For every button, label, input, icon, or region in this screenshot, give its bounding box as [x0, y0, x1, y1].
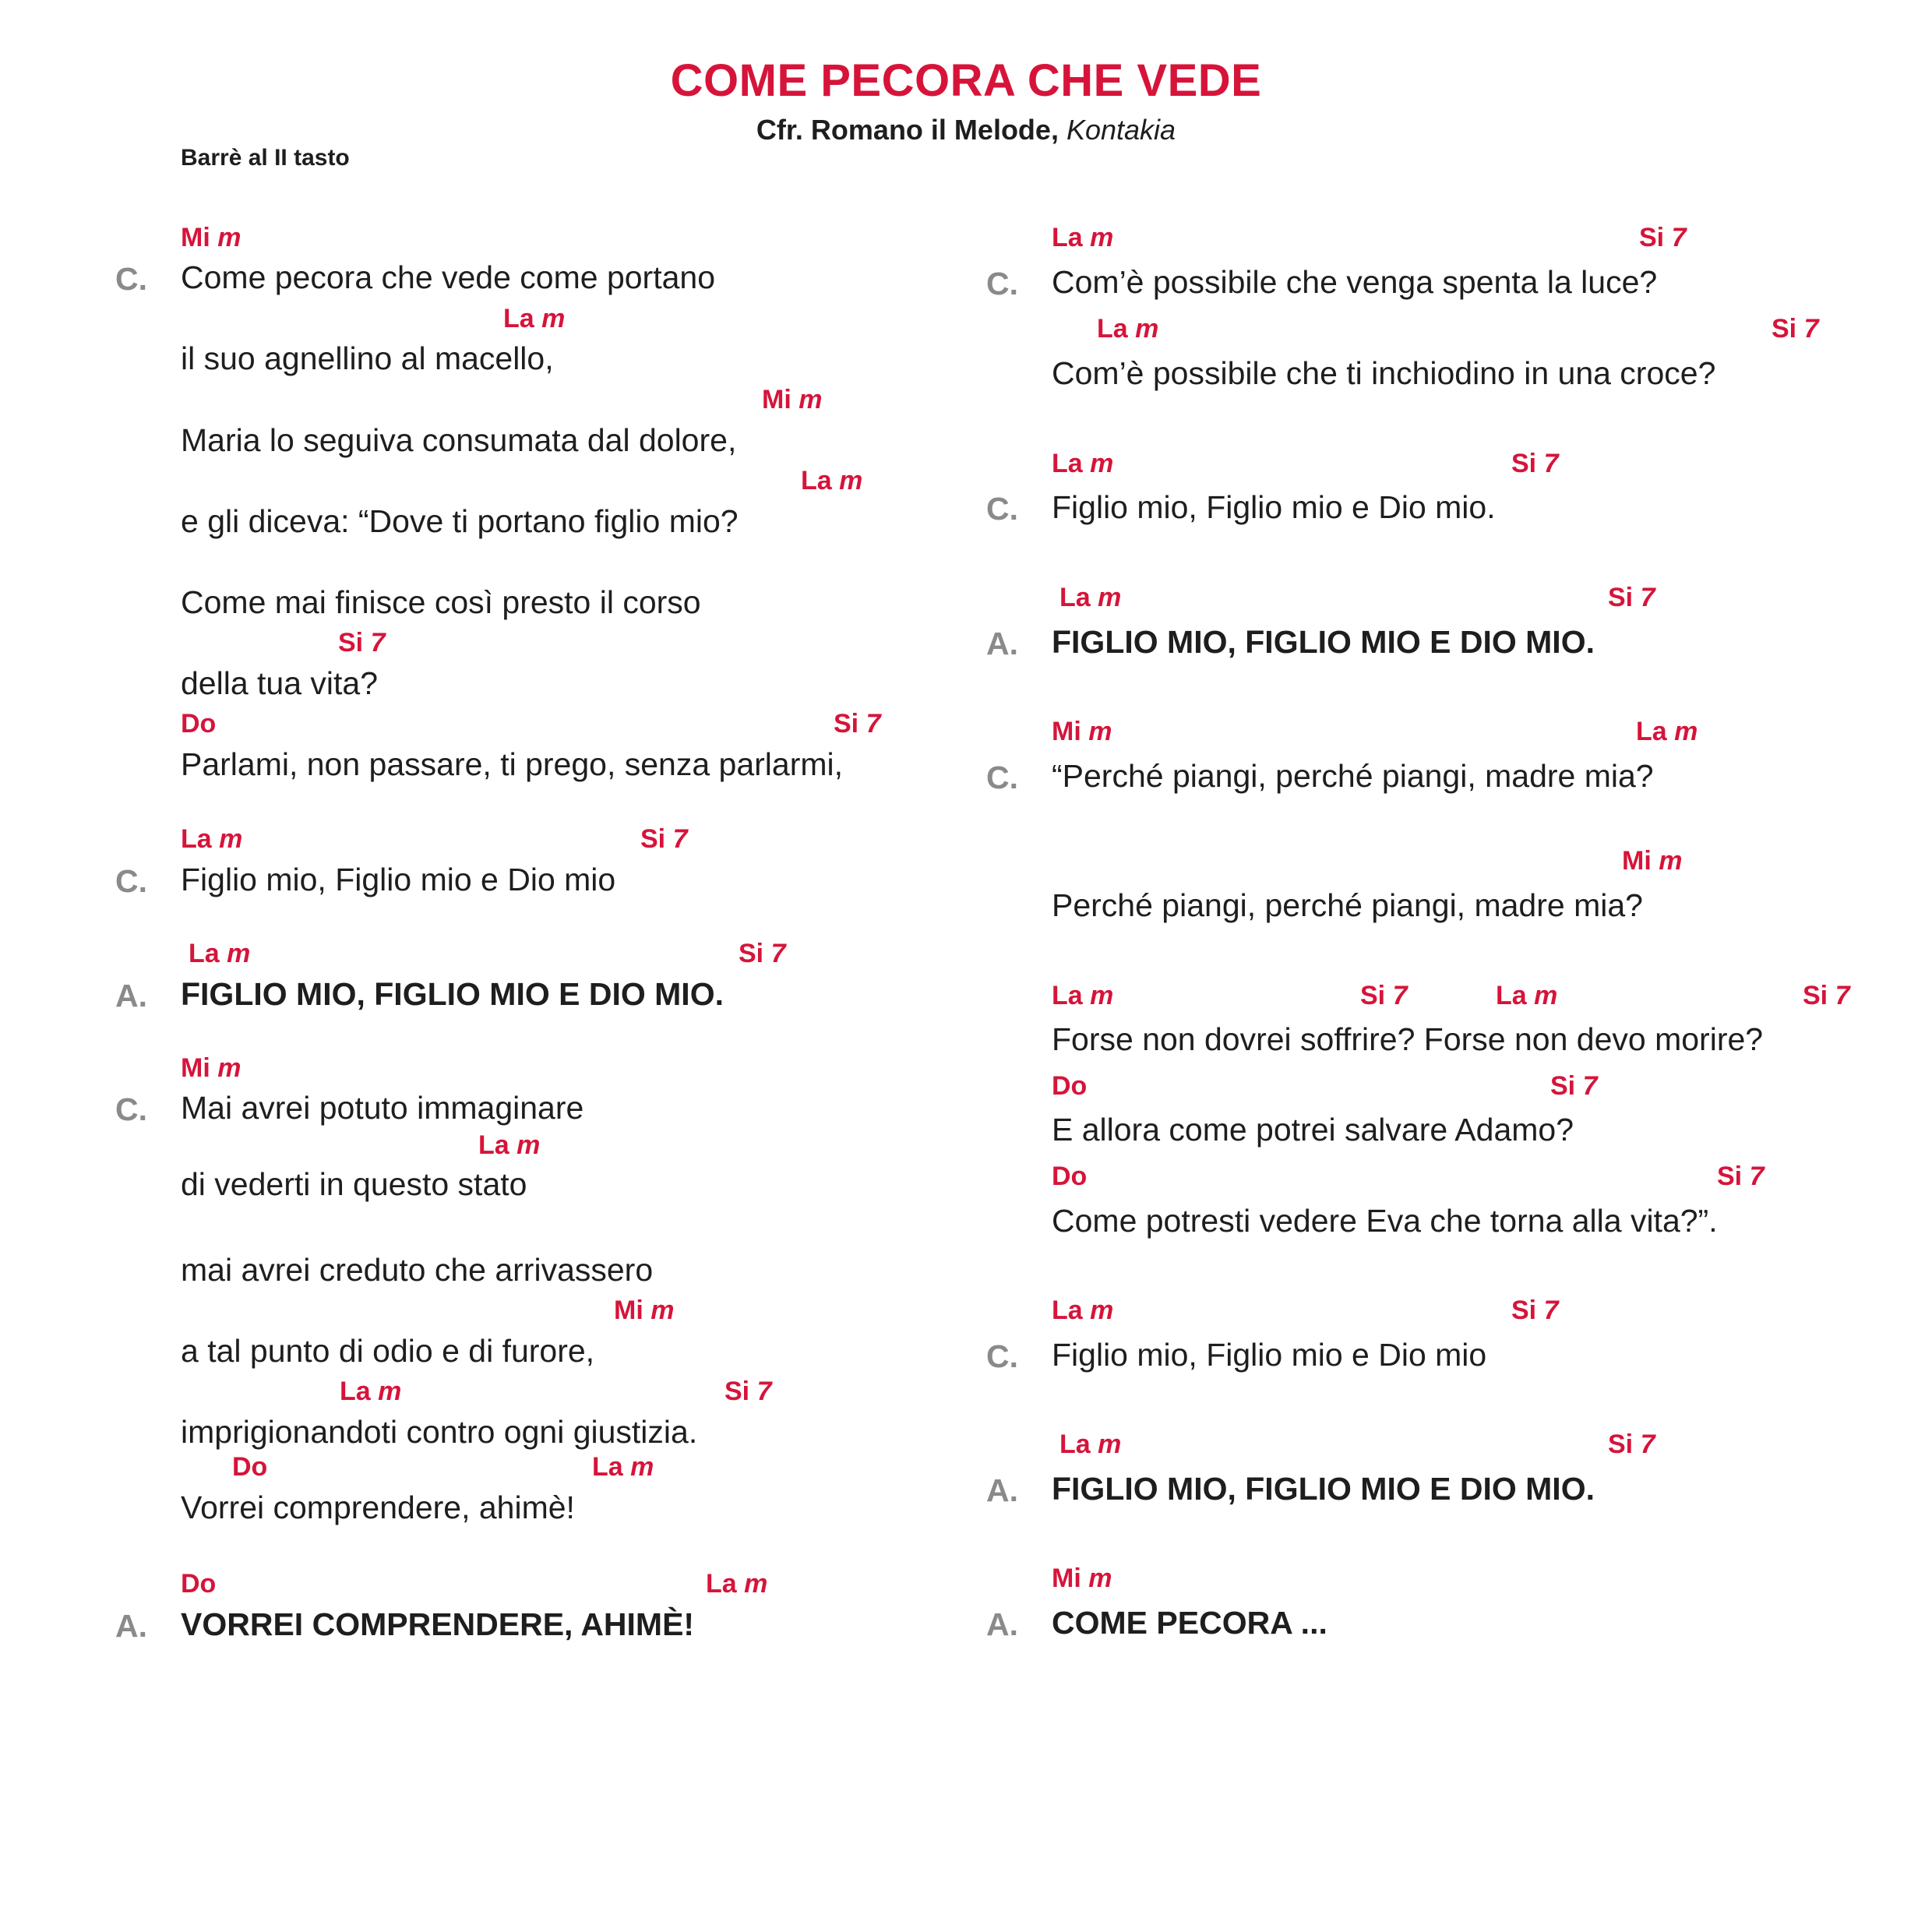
lyric-line: Forse non dovrei soffrire? Forse non devo morire? — [1052, 1021, 1764, 1057]
lyric-line: Parlami, non passare, ti prego, senza parlarmi, — [181, 746, 844, 782]
chord-root: Do — [181, 1569, 217, 1599]
chord-quality: m — [799, 385, 823, 414]
chord-root: La — [181, 824, 212, 854]
chord-root: Mi — [1052, 1564, 1081, 1593]
chord-root: La — [1052, 1296, 1083, 1325]
chord-root: Si — [1717, 1162, 1743, 1191]
chord-label — [1052, 718, 1112, 745]
chord-quality: m — [1098, 583, 1122, 612]
lyric-line: Maria lo seguiva consumata dal dolore, — [181, 422, 737, 458]
chord-root: Si — [1639, 223, 1665, 252]
chord-root: La — [1097, 314, 1128, 344]
chord-quality: m — [217, 223, 242, 252]
chord-label — [1059, 1431, 1121, 1458]
lyric-line: Com’è possibile che venga spenta la luce? — [1052, 264, 1658, 300]
chord-quality: 7 — [1543, 1296, 1559, 1325]
chord-root: Si — [1608, 1430, 1634, 1459]
role-marker: C. — [986, 491, 1018, 527]
chord-quality: 7 — [866, 709, 881, 739]
chord-quality: 7 — [1803, 314, 1819, 344]
chord-root: Mi — [1052, 717, 1081, 746]
role-marker: C. — [986, 266, 1018, 301]
chord-root: Si — [724, 1377, 750, 1406]
lyric-line: Vorrei comprendere, ahimè! — [181, 1490, 575, 1525]
chord-root: La — [340, 1377, 371, 1406]
chord-quality: 7 — [1640, 1430, 1655, 1459]
lyric-line: Com’è possibile che ti inchiodino in una croce? — [1052, 355, 1716, 391]
chord-quality: m — [1135, 314, 1159, 344]
lyric-line: di vederti in questo stato — [181, 1166, 527, 1202]
chord-label — [1052, 982, 1113, 1009]
chord-quality: m — [650, 1296, 675, 1325]
lyric-line: Figlio mio, Figlio mio e Dio mio. — [1052, 489, 1496, 525]
lyric-line: Come potresti vedere Eva che torna alla vita?”. — [1052, 1203, 1718, 1239]
chord-quality: 7 — [1640, 583, 1655, 612]
lyric-line: Come pecora che vede come portano — [181, 259, 716, 295]
chord-root: Si — [1803, 981, 1828, 1010]
chord-quality: m — [630, 1452, 654, 1482]
chord-root: Do — [1052, 1071, 1088, 1101]
chord-label — [1097, 316, 1158, 342]
chord-quality: m — [541, 304, 566, 333]
chord-label — [1360, 982, 1408, 1009]
chord-root: Si — [1511, 1296, 1537, 1325]
chord-quality: 7 — [1749, 1162, 1765, 1191]
chord-label — [1052, 1565, 1112, 1592]
chord-quality: m — [1534, 981, 1558, 1010]
chord-label — [232, 1454, 267, 1480]
lyric-line: FIGLIO MIO, FIGLIO MIO E DIO MIO. — [1052, 1471, 1595, 1507]
chord-root: La — [706, 1569, 737, 1599]
chord-quality: m — [1674, 717, 1698, 746]
chord-label — [762, 386, 822, 413]
lyric-line: della tua vita? — [181, 665, 379, 701]
song-source — [0, 114, 1932, 146]
chord-root: Do — [1052, 1162, 1088, 1191]
chord-label — [181, 1055, 241, 1081]
chord-quality: m — [227, 939, 251, 968]
chord-root: La — [189, 939, 220, 968]
chord-label — [739, 940, 786, 967]
chord-quality: m — [219, 824, 243, 854]
chord-quality: m — [1088, 717, 1112, 746]
chord-label — [1496, 982, 1557, 1009]
chord-root: La — [801, 466, 832, 495]
lyric-line: Mai avrei potuto immaginare — [181, 1090, 584, 1126]
chord-label — [1511, 450, 1559, 477]
chord-label — [1639, 224, 1687, 251]
lyric-line: Figlio mio, Figlio mio e Dio mio — [181, 862, 616, 897]
chord-label — [340, 1378, 401, 1405]
chord-quality: 7 — [1392, 981, 1408, 1010]
chord-quality: 7 — [1671, 223, 1687, 252]
chord-root: Do — [181, 709, 217, 739]
role-marker: C. — [986, 1338, 1018, 1374]
chord-root: Si — [1360, 981, 1386, 1010]
source-work: Kontakia — [1066, 114, 1176, 146]
lyric-line: E allora come potrei salvare Adamo? — [1052, 1112, 1574, 1148]
source-author: Cfr. Romano il Melode, — [756, 114, 1059, 146]
chord-root: Si — [1772, 314, 1797, 344]
chord-root: Si — [834, 709, 859, 739]
chord-root: Mi — [181, 1053, 210, 1083]
role-marker: C. — [115, 863, 147, 899]
lyric-line: FIGLIO MIO, FIGLIO MIO E DIO MIO. — [1052, 624, 1595, 660]
chord-label — [1608, 584, 1655, 611]
role-marker: A. — [115, 1608, 147, 1644]
chord-label — [1511, 1297, 1559, 1324]
chord-root: Do — [232, 1452, 268, 1482]
chord-label — [592, 1454, 654, 1480]
lyric-line: “Perché piangi, perché piangi, madre mia? — [1052, 758, 1654, 794]
role-marker: C. — [115, 1091, 147, 1127]
role-marker: A. — [986, 1606, 1018, 1642]
chord-label — [1717, 1163, 1765, 1190]
chord-label — [1772, 316, 1819, 342]
chord-quality: 7 — [1543, 449, 1559, 478]
chord-label — [1052, 224, 1113, 251]
chord-quality: 7 — [672, 824, 688, 854]
chord-quality: m — [1098, 1430, 1122, 1459]
chord-quality: 7 — [370, 628, 386, 658]
chord-label — [181, 224, 241, 251]
chord-root: Si — [1550, 1071, 1576, 1101]
chord-root: La — [1052, 449, 1083, 478]
chord-root: La — [1059, 583, 1091, 612]
chord-quality: m — [1090, 981, 1114, 1010]
chord-root: Mi — [181, 223, 210, 252]
chord-root: La — [478, 1130, 509, 1160]
chord-quality: m — [1090, 223, 1114, 252]
role-marker: C. — [986, 760, 1018, 795]
chord-root: La — [1052, 223, 1083, 252]
chord-root: La — [1059, 1430, 1091, 1459]
chord-label — [181, 710, 216, 737]
lyric-line: FIGLIO MIO, FIGLIO MIO E DIO MIO. — [181, 976, 724, 1012]
lyric-line: VORREI COMPRENDERE, AHIMÈ! — [181, 1606, 695, 1642]
chord-root: La — [592, 1452, 623, 1482]
song-title: COME PECORA CHE VEDE — [670, 55, 1262, 106]
chord-quality: m — [1088, 1564, 1112, 1593]
lyric-line: Come mai finisce così presto il corso — [181, 584, 701, 620]
chord-quality: m — [1090, 1296, 1114, 1325]
chord-root: Si — [1608, 583, 1634, 612]
chord-label — [640, 826, 688, 852]
chord-label — [478, 1132, 540, 1158]
chord-root: Si — [640, 824, 666, 854]
chord-label — [338, 629, 386, 656]
chord-quality: m — [1659, 846, 1683, 876]
lyric-line: Perché piangi, perché piangi, madre mia? — [1052, 887, 1643, 923]
chord-quality: m — [378, 1377, 402, 1406]
chord-quality: m — [516, 1130, 541, 1160]
chord-label — [1052, 450, 1113, 477]
chord-label — [1622, 848, 1682, 874]
lyric-line: COME PECORA ... — [1052, 1605, 1327, 1641]
role-marker: A. — [986, 1472, 1018, 1508]
chord-label — [181, 1571, 216, 1597]
lyric-line: Figlio mio, Figlio mio e Dio mio — [1052, 1337, 1487, 1373]
chord-root: La — [1636, 717, 1667, 746]
capo-note: Barrè al II tasto — [181, 145, 350, 171]
chord-root: Mi — [762, 385, 791, 414]
role-marker: A. — [115, 978, 147, 1014]
chord-quality: 7 — [1835, 981, 1850, 1010]
chord-quality: m — [1090, 449, 1114, 478]
chord-label — [1636, 718, 1698, 745]
chord-quality: 7 — [756, 1377, 772, 1406]
lyric-line: e gli diceva: “Dove ti portano figlio mio? — [181, 503, 739, 539]
role-marker: A. — [986, 626, 1018, 661]
chord-root: Si — [739, 939, 764, 968]
chord-quality: 7 — [770, 939, 786, 968]
chord-label — [189, 940, 250, 967]
chord-root: La — [1052, 981, 1083, 1010]
chord-label — [1608, 1431, 1655, 1458]
lyric-line: imprigionandoti contro ogni giustizia. — [181, 1414, 698, 1450]
chord-label — [1052, 1163, 1087, 1190]
chord-label — [1550, 1073, 1598, 1099]
chord-root: Si — [338, 628, 364, 658]
chord-label — [503, 305, 565, 332]
chord-label — [1052, 1073, 1087, 1099]
chord-label — [801, 467, 862, 494]
lyric-line: a tal punto di odio e di furore, — [181, 1333, 595, 1369]
chord-label — [1803, 982, 1850, 1009]
chord-root: Si — [1511, 449, 1537, 478]
chord-quality: m — [839, 466, 863, 495]
chord-label — [834, 710, 881, 737]
lyric-line: mai avrei creduto che arrivassero — [181, 1252, 654, 1288]
chord-label — [1052, 1297, 1113, 1324]
chord-label — [1059, 584, 1121, 611]
chord-quality: m — [744, 1569, 768, 1599]
chord-root: Mi — [614, 1296, 643, 1325]
lyric-line: il suo agnellino al macello, — [181, 340, 554, 376]
chord-quality: 7 — [1582, 1071, 1598, 1101]
chord-label — [706, 1571, 767, 1597]
chord-quality: m — [217, 1053, 242, 1083]
chord-root: La — [1496, 981, 1527, 1010]
role-marker: C. — [115, 261, 147, 297]
chord-root: La — [503, 304, 534, 333]
chord-label — [724, 1378, 772, 1405]
chord-label — [181, 826, 242, 852]
chord-label — [614, 1297, 674, 1324]
chord-root: Mi — [1622, 846, 1652, 876]
